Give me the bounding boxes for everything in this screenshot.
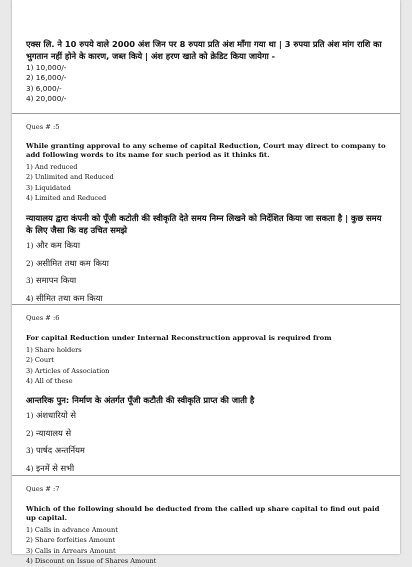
option-3: 3) Liquidated	[26, 183, 71, 192]
option-2: 2) Court	[26, 356, 54, 365]
question-6-english	[26, 334, 388, 387]
option-4: 4) All of these	[26, 377, 73, 386]
question-4-continued	[26, 38, 388, 104]
option-3: 3) पार्षद अन्तर्नियम	[26, 445, 85, 455]
question-7-english	[26, 505, 388, 567]
option-2: 2) न्यायालय से	[26, 427, 72, 438]
option-4: 4) 20,000/-	[26, 93, 67, 103]
question-label: Ques # :6	[26, 314, 60, 322]
question-english-text: While granting approval to any scheme of capital Reduction, Court may direct to company to add following words to its name for such period as it thinks fit.	[26, 142, 386, 159]
separator	[12, 113, 400, 114]
question-hindi-text: एक्स लि. ने 10 रुपये वाले 2000 अंश जिन पर 8 रुपया प्रति अंश माँगा गया था | 3 रुपया प्रति अंश मांग राशि का भुगतान नहीं होने के कारण, जब्त किये | अंश हरण खाते को क्रेडिट किया जायेगा -	[26, 39, 382, 61]
option-1: 1) अंशधारियो से	[26, 410, 77, 420]
option-1: 1) And reduced	[26, 163, 78, 171]
separator-1-wrap	[26, 113, 388, 114]
question-hindi-text: आन्तरिक पुन: निर्माण के अंतर्गत पूँजी कटौती की स्वीकृति प्राप्त की जाती है	[26, 395, 255, 405]
option-1: 1) 10,000/-	[26, 63, 67, 72]
option-2: 2) Unlimited and Reduced	[26, 173, 114, 182]
option-3: 3) Articles of Association	[26, 366, 110, 375]
separator	[12, 475, 400, 476]
separator-3-wrap	[26, 475, 388, 476]
option-2: 2) Share forfeities Amount	[26, 536, 115, 545]
option-3: 3) Calls in Arrears Amount	[26, 546, 116, 555]
question-6-hindi	[26, 394, 388, 477]
option-1: 1) और कम किया	[26, 240, 81, 250]
question-label: Ques # :7	[26, 485, 60, 493]
option-3: 3) समापन किया	[26, 275, 77, 285]
question-6-label-wrap	[26, 314, 388, 323]
question-5-hindi	[26, 212, 388, 307]
option-4: 4) Discount on Issue of Shares Amount	[26, 557, 157, 566]
option-4: 4) Limited and Reduced	[26, 194, 107, 203]
question-5-english	[26, 142, 388, 204]
option-1: 1) Share holders	[26, 346, 82, 354]
option-4: 4) सीमित तथा कम किया	[26, 292, 103, 303]
question-7-label-wrap	[26, 485, 388, 494]
separator	[12, 304, 400, 305]
question-5-label-wrap	[26, 123, 388, 132]
option-1: 1) Calls in advance Amount	[26, 526, 118, 534]
question-label: Ques # :5	[26, 123, 60, 131]
question-english-text: For capital Reduction under Internal Reconstruction approval is required from	[26, 334, 332, 342]
option-4: 4) इनमें से सभी	[26, 462, 75, 473]
separator-2-wrap	[26, 304, 388, 305]
document-page	[12, 0, 400, 566]
option-2: 2) 16,000/-	[26, 73, 67, 83]
option-2: 2) असीमित तथा कम किया	[26, 257, 109, 268]
question-english-text: Which of the following should be deducted from the called up share capital to find out paid up capital.	[26, 505, 380, 522]
question-hindi-text: न्यायालय द्वारा कंपनी को पूँजी कटोती की स्वीकृति देते समय निम्न लिखने को निर्देशित किया जा सकता है | कुछ समय के लिए जैसा कि वह उचित समझे	[26, 213, 382, 235]
option-3: 3) 6,000/-	[26, 83, 62, 93]
